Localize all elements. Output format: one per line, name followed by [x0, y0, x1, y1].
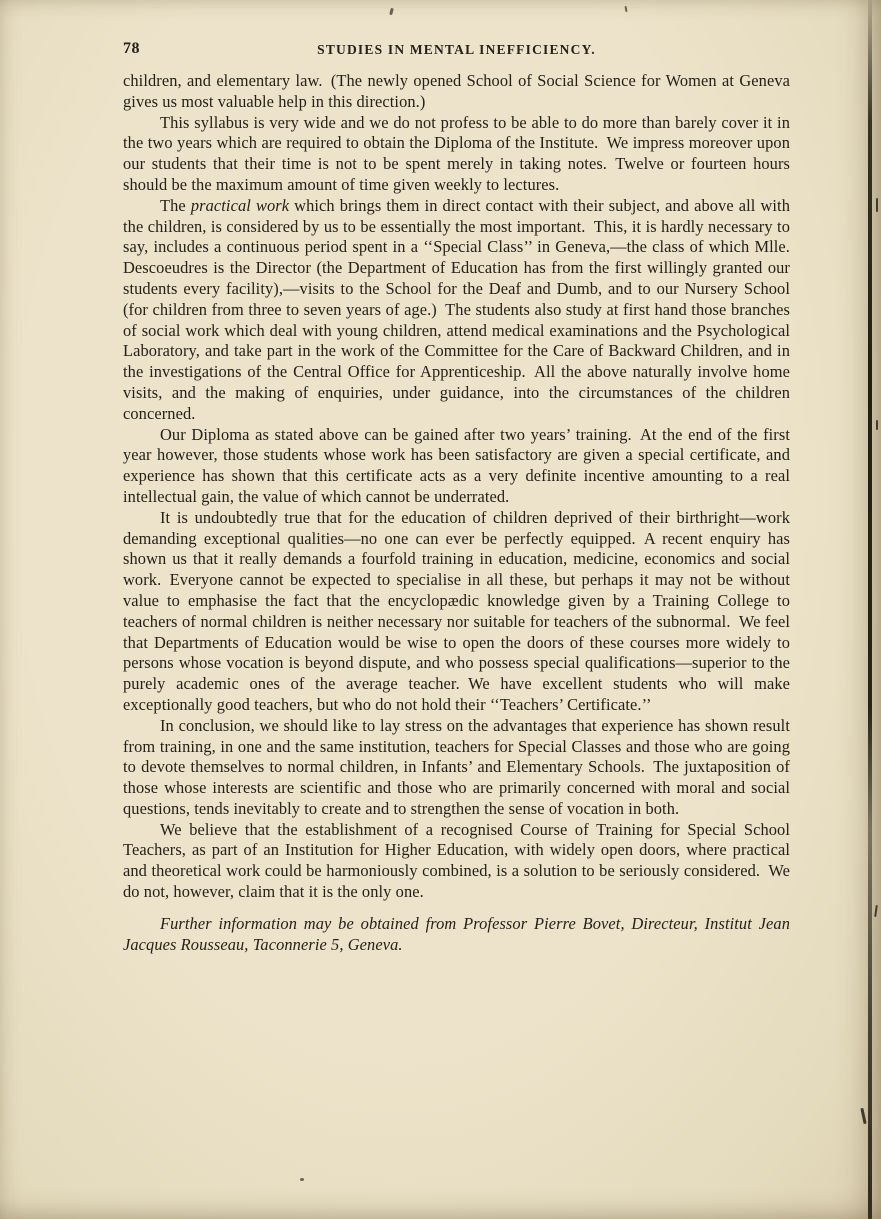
body-text: It is undoubtedly true that for the education of children deprived of their birthright—work demanding exceptional qualities—no one can ever be perfectly equipped. A recent enquiry has shown us that it really demands a fourfold training in education, medicine, economics and social work. Everyone cannot be expected to specialise in all these, but perhaps it may not be without value to emphasise the fact that the encyclopædic knowledge given by a Training College to teachers of normal children is neither necessary nor suitable for teachers of the subnormal. We feel that Departments of Education would be wise to open the doors of these courses more widely to persons whose vocation is beyond dispute, and who possess special qualifications—superior to the purely academic ones of the average teacher. We have excellent students who will make exceptionally good teachers, but who do not hold their ‘‘Teachers’ Certificate.’’: [123, 507, 790, 714]
italic-text: Further information may be obtained from Professor Pierre Bovet, Directeur, Institut Jean Jacques Rousseau, Taconnerie 5, Geneva.: [123, 913, 790, 954]
paragraph: [123, 914, 790, 956]
paragraph: [123, 508, 790, 716]
scan-speck: [389, 8, 394, 16]
paragraph: [123, 113, 790, 196]
body-text: Our Diploma as stated above can be gained after two years’ training. At the end of the first year however, those students whose work has been satisfactory are given a special certificate, and experience has shown that this certificate acts as a very definite incentive amounting to a real intellectual gain, the value of which cannot be underrated.: [123, 424, 790, 506]
paragraph: [123, 71, 790, 113]
body-text: children, and elementary law. (The newly opened School of Social Science for Women at Geneva gives us most valuable help in this direction.): [123, 71, 790, 111]
scan-speck: [624, 6, 627, 12]
body-text: We believe that the establishment of a recognised Course of Training for Special School Teachers, as part of an Institution for Higher Education, with widely open doors, where practical and theoretical work could be harmoniously combined, is a solution to be seriously considered. We do not, however, claim that it is the only one.: [123, 819, 790, 902]
running-title: STUDIES IN MENTAL INEFFICIENCY.: [317, 42, 596, 57]
page-number: 78: [123, 40, 140, 57]
italic-text: practical work: [190, 195, 290, 215]
paragraph: [123, 716, 790, 820]
body-text: The: [160, 195, 191, 215]
scan-edge-shadow: [868, 0, 872, 1219]
scan-edge-mark: [860, 1108, 866, 1124]
body-text: which brings them in direct contact with their subject, and above all with the children, is considered by us to be essentially the most important. This, it is hardly necessary to say, includes a continuous period spent in a ‘‘Special Class’’ in Geneva,—the class of which Mlle. Descoeudres is the Director (the Department of Education has from the first willingly granted our students every facility),—visits to the School for the Deaf and Dumb, and to our Nursery School (for children from three to seven years of age.) The students also study at first hand those branches of social work which deal with young children, attend medical examinations and the Psychological Laboratory, and take part in the work of the Committee for the Care of Backward Children, and in the investigations of the Central Office for Apprenticeship. All the above naturally involve home visits, and the making of enquiries, under guidance, into the circumstances of the children concerned.: [123, 195, 790, 423]
paragraph: [123, 425, 790, 508]
body-text: In conclusion, we should like to lay stress on the advantages that experience has shown result from training, in one and the same institution, teachers for Special Classes and those who are going to devote themselves to normal children, in Infants’ and Elementary Schools. The juxtaposition of those whose interests are scientific and those who are primarily concerned with moral and social questions, tends inevitably to create and to strengthen the sense of vocation in both.: [123, 715, 790, 818]
scan-edge-mark: [876, 198, 878, 212]
scan-edge-mark: [874, 905, 878, 917]
page-header: [123, 40, 790, 62]
paragraph: [123, 820, 790, 903]
scan-edge-mark: [876, 420, 878, 430]
paragraph: [123, 196, 790, 425]
page-body: [123, 71, 790, 955]
scan-speck: [300, 1178, 304, 1181]
body-text: This syllabus is very wide and we do not profess to be able to do more than barely cover it in the two years which are required to obtain the Diploma of the Institute. We impress moreover upon our students that their time is not to be spent merely in taking notes. Twelve or fourteen hours should be the maximum amount of time given weekly to lectures.: [123, 112, 790, 194]
